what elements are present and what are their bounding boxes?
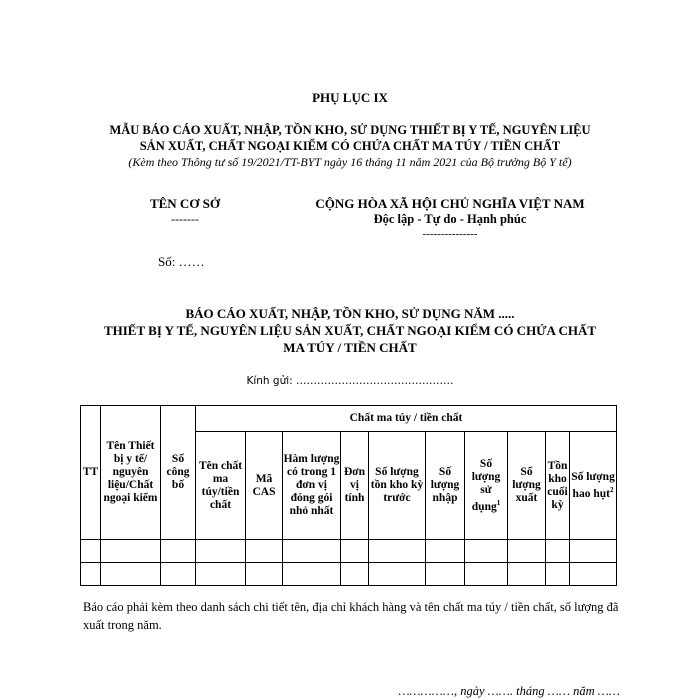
form-title-line-2: SẢN XUẤT, CHẤT NGOẠI KIỂM CÓ CHỨA CHẤT MA TÚY / TIỀN CHẤT xyxy=(139,139,561,153)
header-substance-name: Tên chất ma túy/tiền chất xyxy=(196,432,246,540)
header-cas-code: Mã CAS xyxy=(246,432,283,540)
report-title xyxy=(60,305,640,356)
circular-reference: (Kèm theo Thông tư số 19/2021/TT-BYT ngày 16 tháng 11 năm 2021 của Bộ trưởng Bộ Y tế) xyxy=(128,155,572,169)
header-tt: TT xyxy=(81,406,101,540)
header-opening-stock: Số lượng tồn kho kỳ trước xyxy=(369,432,426,540)
header-used-quantity: Số lượng sử dụng$^1$ xyxy=(465,432,508,540)
national-motto: Độc lập - Tự do - Hạnh phúc xyxy=(373,212,527,226)
header-import-quantity: Số lượng nhập xyxy=(426,432,465,540)
organization-name: TÊN CƠ SỞ xyxy=(149,196,221,211)
header-export-quantity: Số lượng xuất xyxy=(508,432,546,540)
footnote: Báo cáo phải kèm theo danh sách chi tiết tên, địa chỉ khách hàng và tên chất ma túy / tiền chất, số lượng đã xuất trong năm. xyxy=(83,600,619,632)
recipient-line: Kính gửi: ……………………………………… xyxy=(246,375,454,387)
header-item-name: Tên Thiết bị y tế/ nguyên liệu/Chất ngoại kiểm xyxy=(101,406,161,540)
header-unit: Đơn vị tính xyxy=(341,432,369,540)
document-number: Số: …… xyxy=(158,254,205,269)
organization-divider: ------- xyxy=(171,212,199,226)
appendix-title: PHỤ LỤC IX xyxy=(312,90,388,105)
date-line: ……………, ngày ……. tháng …… năm …… xyxy=(398,684,620,698)
motto-divider: --------------- xyxy=(422,228,478,240)
form-title xyxy=(60,122,640,154)
form-title-line-1: MẪU BÁO CÁO XUẤT, NHẬP, TỒN KHO, SỬ DỤNG THIẾT BỊ Y TẾ, NGUYÊN LIỆU xyxy=(109,123,591,137)
header-content-per-unit: Hàm lượng có trong 1 đơn vị đóng gói nhỏ nhất xyxy=(283,432,341,540)
header-substance-group: Chất ma túy / tiền chất xyxy=(196,406,617,432)
table-row xyxy=(81,540,617,563)
report-title-line-3: MA TÚY / TIỀN CHẤT xyxy=(283,340,417,355)
header-announcement-number: Số công bố xyxy=(161,406,196,540)
report-title-line-2: THIẾT BỊ Y TẾ, NGUYÊN LIỆU SẢN XUẤT, CHẤT NGOẠI KIỂM CÓ CHỨA CHẤT xyxy=(103,323,597,338)
header-closing-stock: Tồn kho cuối kỳ xyxy=(546,432,570,540)
header-loss-quantity: Số lượng hao hụt$^2$ xyxy=(570,432,617,540)
table-row xyxy=(81,563,617,586)
report-title-line-1: BÁO CÁO XUẤT, NHẬP, TỒN KHO, SỬ DỤNG NĂM ..... xyxy=(185,306,515,321)
country-name: CỘNG HÒA XÃ HỘI CHỦ NGHĨA VIỆT NAM xyxy=(315,196,585,211)
report-table xyxy=(80,405,617,586)
